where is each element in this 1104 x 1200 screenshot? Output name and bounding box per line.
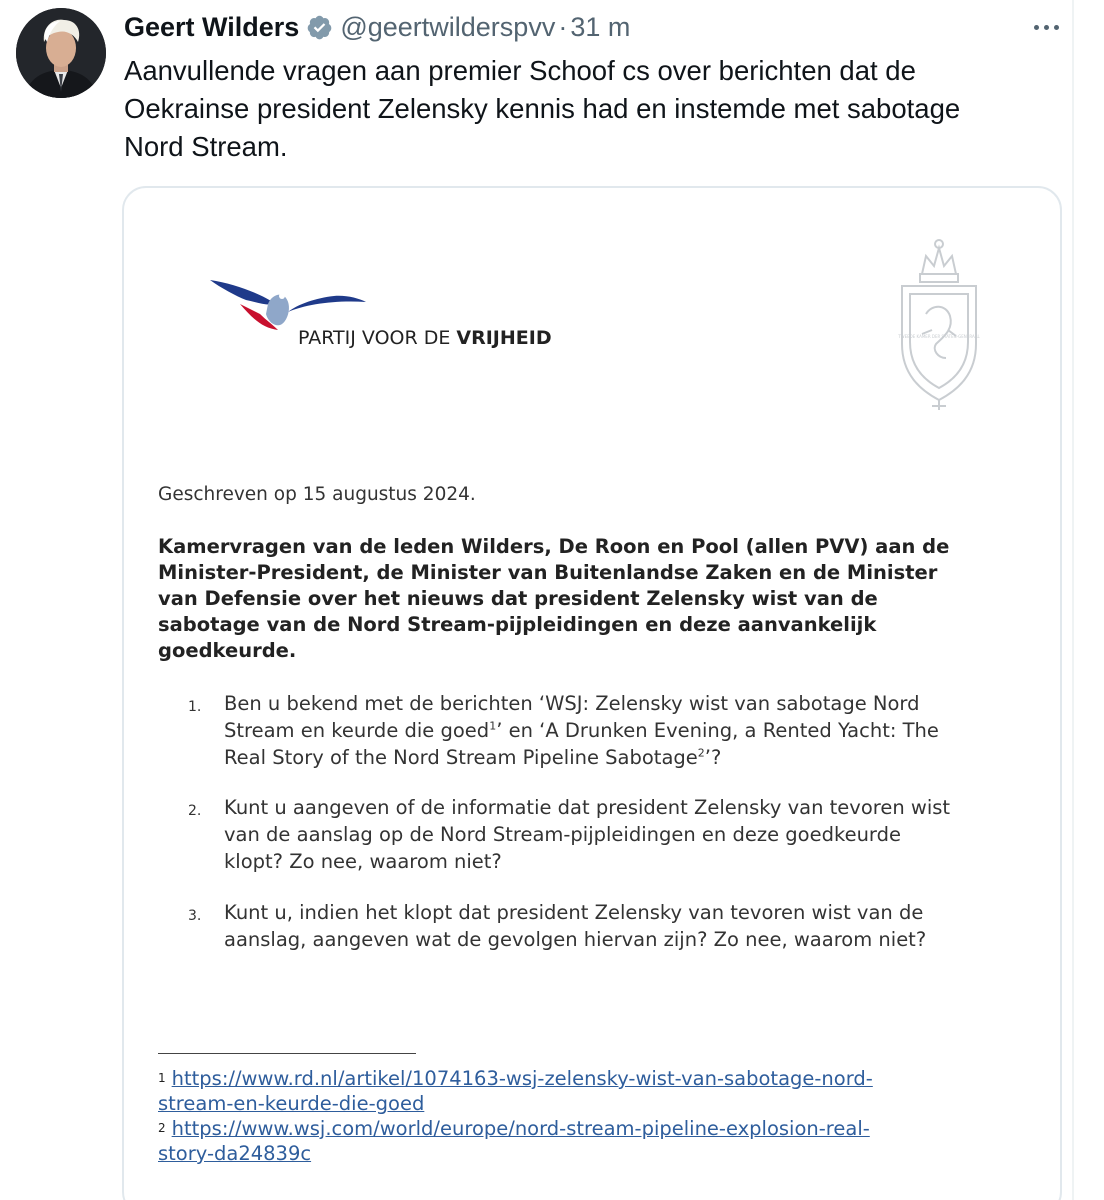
- tweet-header: [124, 8, 630, 46]
- avatar[interactable]: [16, 8, 106, 98]
- footnote-mark: 1: [158, 1071, 166, 1085]
- tweet-text: [124, 52, 1054, 166]
- footnote: [158, 1066, 873, 1116]
- heading-line: goedkeurde.: [158, 639, 297, 662]
- question-number: 3.: [188, 908, 202, 924]
- question-line: Stream en keurde die goed$^1$’ en ‘A Drunken Evening, a Rented Yacht: The: [224, 719, 939, 742]
- parliament-seal-icon: [892, 234, 986, 414]
- timeline-column-border: [1072, 0, 1074, 1200]
- footnote-link[interactable]: https://www.rd.nl/artikel/1074163-wsj-zelensky-wist-van-sabotage-nord-: [171, 1067, 873, 1090]
- pvv-logo: [206, 274, 576, 364]
- tweet-media-image[interactable]: [122, 186, 1062, 1200]
- footnote-link[interactable]: stream-en-keurde-die-goed: [158, 1092, 425, 1115]
- tweet-text-line: Oekrainse president Zelensky kennis had en instemde met sabotage: [124, 93, 961, 124]
- heading-line: sabotage van de Nord Stream-pijpleidingen en deze aanvankelijk: [158, 613, 877, 636]
- heading-line: Kamervragen van de leden Wilders, De Roon en Pool (allen PVV) aan de: [158, 535, 950, 558]
- footnote-ref: 2: [697, 746, 705, 760]
- logo-text-regular: PARTIJ VOOR DE: [298, 327, 457, 349]
- document-heading: [158, 534, 1038, 664]
- footnote-link[interactable]: https://www.wsj.com/world/europe/nord-stream-pipeline-explosion-real-: [171, 1117, 870, 1140]
- question-line: Kunt u aangeven of de informatie dat president Zelensky van tevoren wist: [224, 796, 951, 819]
- separator-dot: ·: [558, 11, 568, 42]
- heading-line: van Defensie over het nieuws dat president Zelensky wist van de: [158, 587, 878, 610]
- more-options-button[interactable]: [1028, 14, 1064, 40]
- verified-badge-icon[interactable]: [306, 14, 333, 41]
- footnote: [158, 1116, 870, 1166]
- footnote-mark: 2: [158, 1121, 166, 1135]
- avatar-photo: [16, 8, 106, 98]
- more-dot-icon: [1054, 25, 1059, 30]
- question-number: 2.: [188, 803, 202, 819]
- tweet-text-line: Aanvullende vragen aan premier Schoof cs over berichten dat de: [124, 55, 916, 86]
- more-dot-icon: [1034, 25, 1039, 30]
- author-handle[interactable]: @geertwilderspvv: [340, 11, 556, 42]
- logo-text-bold: VRIJHEID: [456, 327, 552, 349]
- seal-text: TWEEDE KAMER DER STATEN-GENERAAL: [898, 334, 980, 339]
- question-line: van de aanslag op de Nord Stream-pijpleidingen en deze goedkeurde: [224, 823, 901, 846]
- heading-line: Minister-President, de Minister van Buitenlandse Zaken en de Minister: [158, 561, 938, 584]
- question-line: Real Story of the Nord Stream Pipeline Sabotage$^2$’?: [224, 746, 722, 769]
- more-dot-icon: [1044, 25, 1049, 30]
- written-date: Geschreven op 15 augustus 2024.: [158, 484, 476, 505]
- footnote-link[interactable]: story-da24839c: [158, 1142, 312, 1165]
- question-number: 1.: [188, 699, 202, 715]
- question-line: Ben u bekend met de berichten ‘WSJ: Zelensky wist van sabotage Nord: [224, 692, 920, 715]
- svg-text:PARTIJ VOOR DE VRIJHEID: [298, 327, 552, 349]
- document-page: [124, 188, 1060, 1200]
- question-line: Kunt u, indien het klopt dat president Zelensky van tevoren wist van de: [224, 901, 924, 924]
- question-line: klopt? Zo nee, waarom niet?: [224, 850, 502, 873]
- author-name[interactable]: Geert Wilders: [124, 11, 300, 42]
- footnote-ref: 1: [489, 719, 497, 733]
- tweet-text-line: Nord Stream.: [124, 131, 288, 162]
- footnote-divider: [158, 1053, 416, 1054]
- question-line: aanslag, aangeven wat de gevolgen hiervan zijn? Zo nee, waarom niet?: [224, 928, 927, 951]
- timestamp[interactable]: 31 m: [570, 11, 631, 42]
